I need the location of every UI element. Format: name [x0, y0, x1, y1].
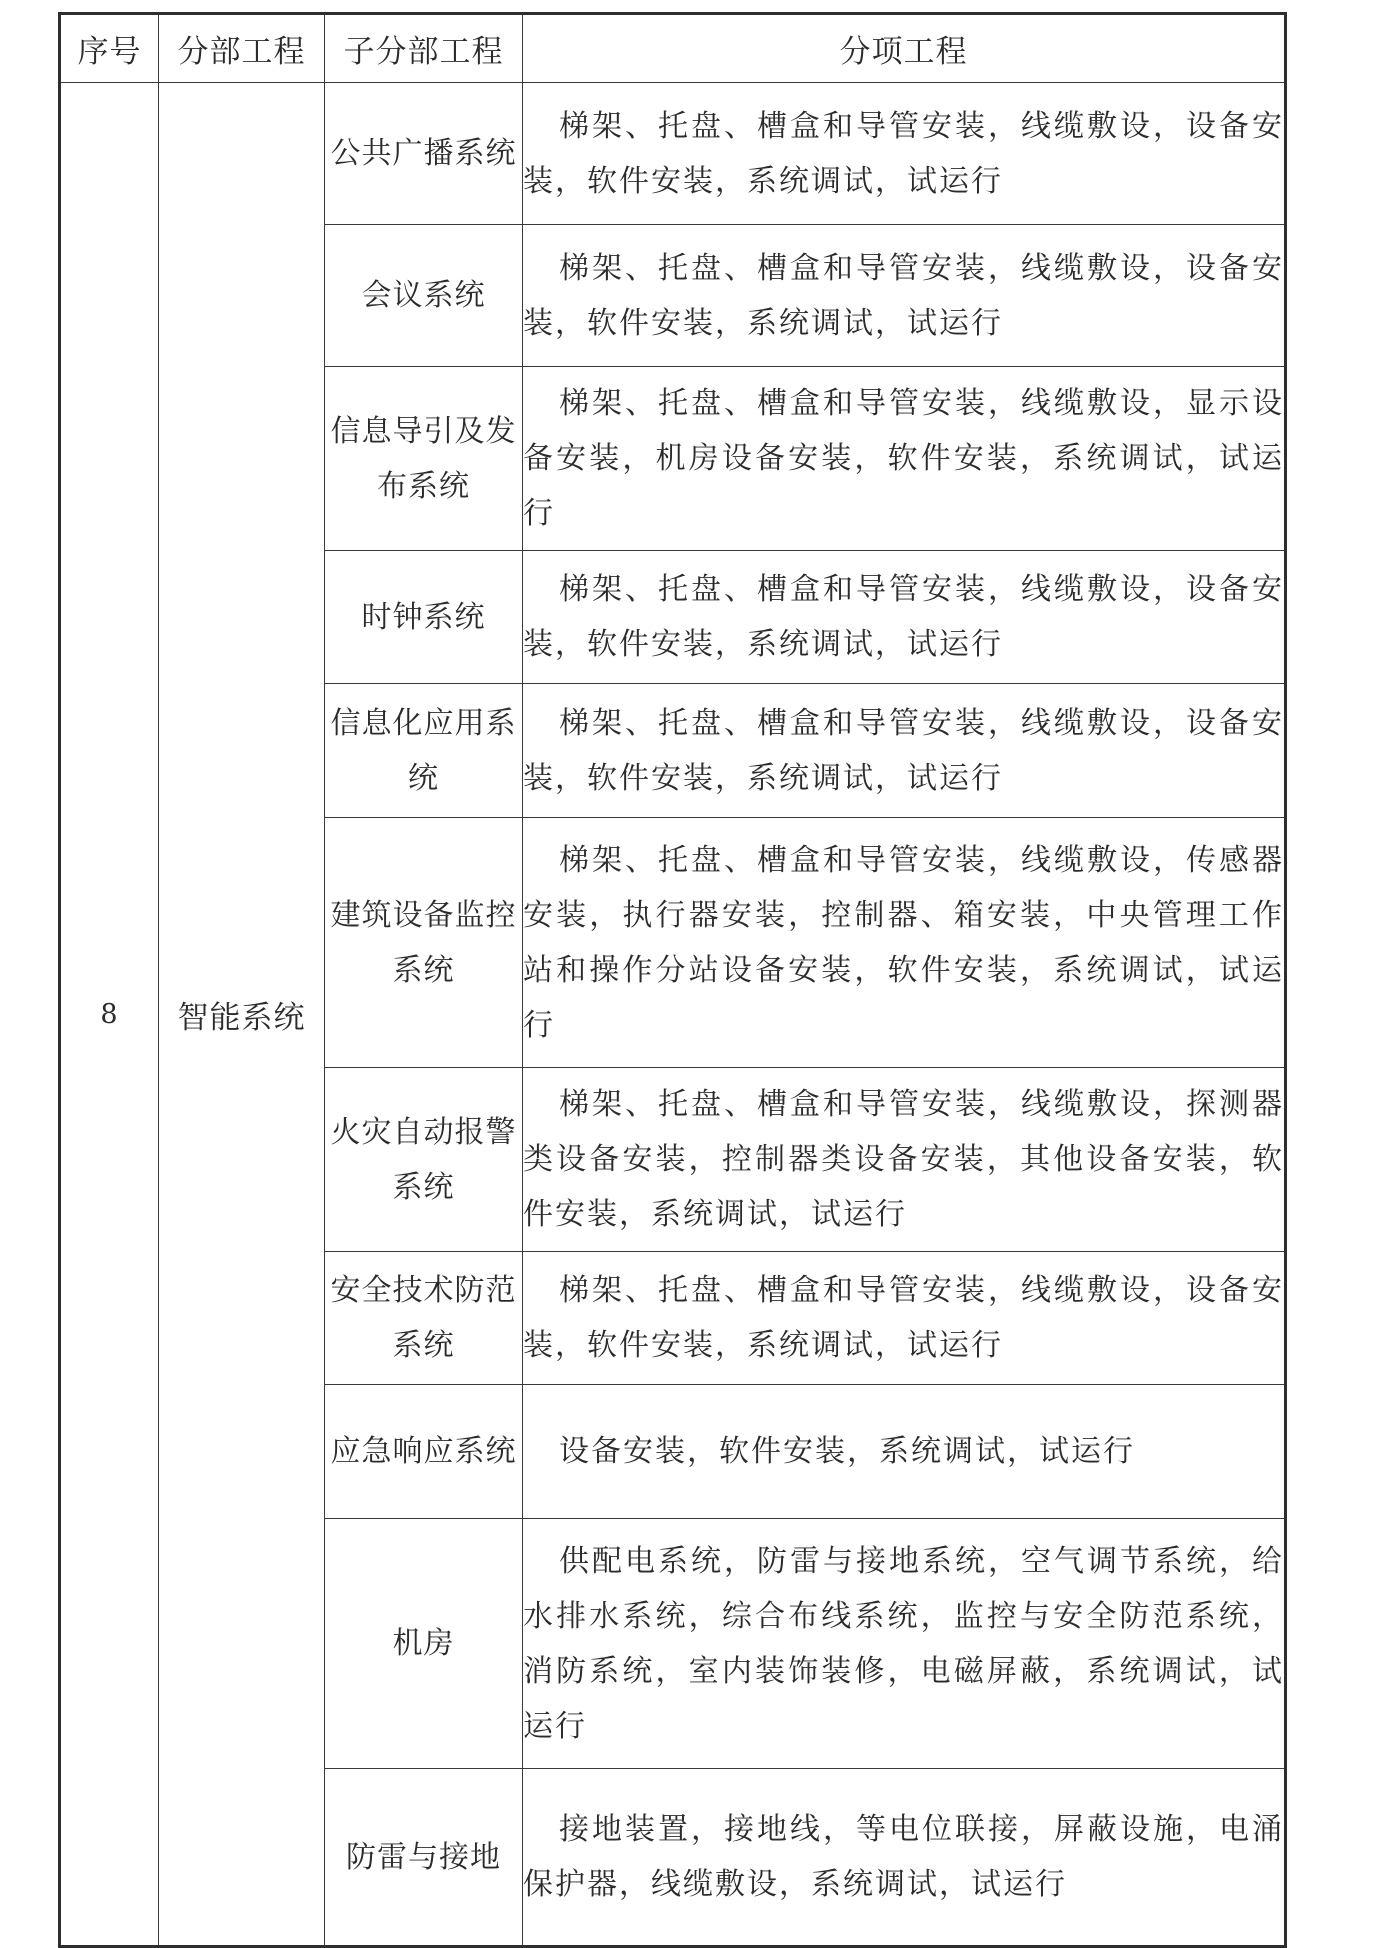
table-row: [60, 83, 1286, 225]
header-no: 序号: [60, 14, 159, 83]
item-list: 梯架、托盘、槽盒和导管安装，线缆敷设，设备安装，软件安装，系统调试，试运行: [523, 225, 1286, 367]
subdivision-name: 信息导引及发布系统: [325, 367, 523, 551]
subdivision-name: 机房: [325, 1519, 523, 1769]
subdivision-name: 防雷与接地: [325, 1769, 523, 1947]
subdivision-name: 公共广播系统: [325, 83, 523, 225]
header-items: 分项工程: [523, 14, 1286, 83]
subdivision-name: 应急响应系统: [325, 1385, 523, 1519]
header-subdivision: 子分部工程: [325, 14, 523, 83]
item-list: 梯架、托盘、槽盒和导管安装，线缆敷设，设备安装，软件安装，系统调试，试运行: [523, 1252, 1286, 1385]
item-list: 梯架、托盘、槽盒和导管安装，线缆敷设，设备安装，软件安装，系统调试，试运行: [523, 551, 1286, 684]
subdivision-name: 建筑设备监控系统: [325, 818, 523, 1068]
subdivision-name: 时钟系统: [325, 551, 523, 684]
subdivision-name: 火灾自动报警系统: [325, 1068, 523, 1252]
item-list: 梯架、托盘、槽盒和导管安装，线缆敷设，设备安装，软件安装，系统调试，试运行: [523, 684, 1286, 818]
subdivision-name: 安全技术防范系统: [325, 1252, 523, 1385]
subdivision-name: 信息化应用系统: [325, 684, 523, 818]
document-page: [58, 12, 1284, 1948]
item-list: 接地装置，接地线，等电位联接，屏蔽设施，电涌保护器，线缆敷设，系统调试，试运行: [523, 1769, 1286, 1947]
subdivision-table: [58, 12, 1287, 1948]
item-list: 设备安装，软件安装，系统调试，试运行: [523, 1385, 1286, 1519]
header-division: 分部工程: [159, 14, 325, 83]
item-list: 梯架、托盘、槽盒和导管安装，线缆敷设，传感器安装，执行器安装，控制器、箱安装，中央管理工作站和操作分站设备安装，软件安装，系统调试，试运行: [523, 818, 1286, 1068]
item-list: 供配电系统，防雷与接地系统，空气调节系统，给水排水系统，综合布线系统，监控与安全防范系统，消防系统，室内装饰装修，电磁屏蔽，系统调试，试运行: [523, 1519, 1286, 1769]
division-name: 智能系统: [159, 83, 325, 1947]
table-header-row: [60, 14, 1286, 83]
item-list: 梯架、托盘、槽盒和导管安装，线缆敷设，设备安装，软件安装，系统调试，试运行: [523, 83, 1286, 225]
division-number: 8: [60, 83, 159, 1947]
item-list: 梯架、托盘、槽盒和导管安装，线缆敷设，探测器类设备安装，控制器类设备安装，其他设备安装，软件安装，系统调试，试运行: [523, 1068, 1286, 1252]
item-list: 梯架、托盘、槽盒和导管安装，线缆敷设，显示设备安装，机房设备安装，软件安装，系统调试，试运行: [523, 367, 1286, 551]
subdivision-name: 会议系统: [325, 225, 523, 367]
